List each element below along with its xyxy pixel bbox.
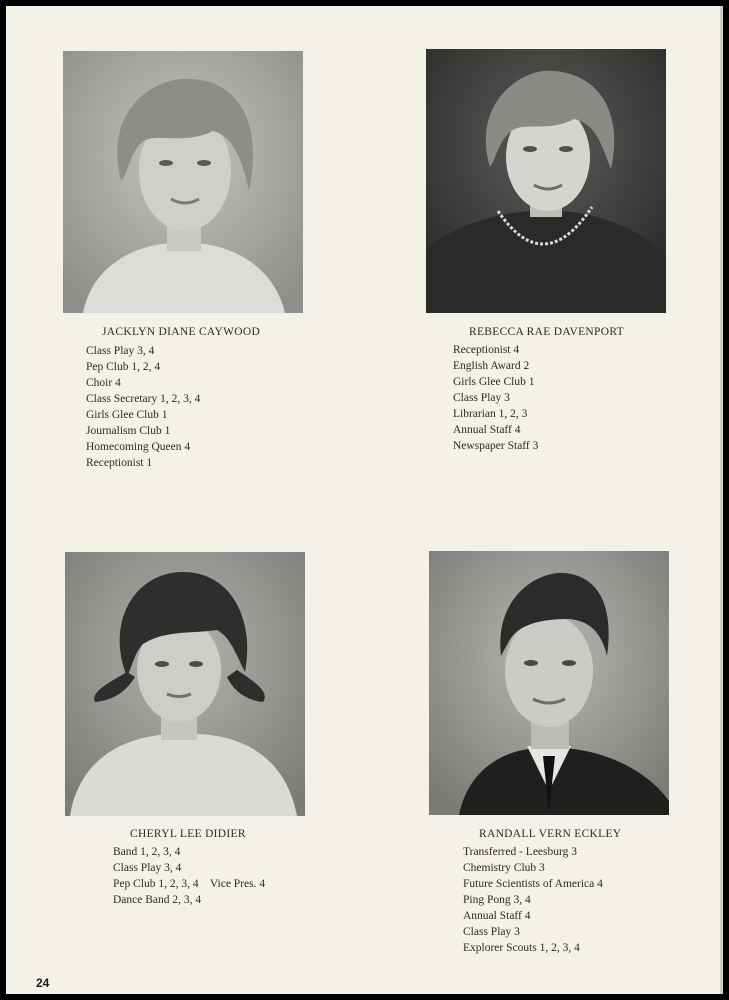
senior-name-randall-eckley: RANDALL VERN ECKLEY [479,828,622,840]
activity-item: Librarian 1, 2, 3 [453,408,528,420]
activity-item: Newspaper Staff 3 [453,440,539,452]
activity-item: Girls Glee Club 1 [86,409,168,421]
portrait-photo-cheryl-didier [65,552,305,816]
activity-item: Transferred - Leesburg 3 [463,846,578,858]
activity-item: Class Play 3 [453,392,510,404]
activity-item: Band 1, 2, 3, 4 [113,846,181,858]
activity-item: Dance Band 2, 3, 4 [113,894,202,906]
activity-item: Homecoming Queen 4 [86,441,191,453]
activity-item: Class Play 3 [463,926,520,938]
portrait-photo-jacklyn-caywood [63,51,303,313]
activity-item: Annual Staff 4 [453,424,521,436]
activity-item: Annual Staff 4 [463,910,531,922]
activity-item: Class Play 3, 4 [113,862,182,874]
page-number: 24 [36,976,50,990]
activity-item: Receptionist 1 [86,457,153,469]
portrait-photo-rebecca-davenport [426,49,666,313]
activity-item: Future Scientists of America 4 [463,878,603,890]
activity-item: Ping Pong 3, 4 [463,894,531,906]
senior-name-cheryl-didier: CHERYL LEE DIDIER [130,828,246,840]
activity-item: Chemistry Club 3 [463,862,545,874]
activity-item: English Award 2 [453,360,530,372]
activity-item: Choir 4 [86,377,121,389]
activity-item: Journalism Club 1 [86,425,171,437]
activity-item: Pep Club 1, 2, 4 [86,361,161,373]
activity-item: Class Secretary 1, 2, 3, 4 [86,393,201,405]
activity-list-cheryl-didier [113,844,265,908]
activity-list-jacklyn-caywood [86,343,200,471]
portrait-photo-randall-eckley [429,551,669,815]
activity-item: Explorer Scouts 1, 2, 3, 4 [463,942,580,954]
activity-list-rebecca-davenport [453,342,538,454]
activity-item: Girls Glee Club 1 [453,376,535,388]
activity-item: Class Play 3, 4 [86,345,155,357]
yearbook-page [6,6,723,994]
senior-name-rebecca-davenport: REBECCA RAE DAVENPORT [469,326,624,338]
activity-item: Receptionist 4 [453,344,520,356]
activity-list-randall-eckley [463,844,603,956]
senior-name-jacklyn-caywood: JACKLYN DIANE CAYWOOD [102,326,261,338]
activity-item: Pep Club 1, 2, 3, 4 Vice Pres. 4 [113,878,266,890]
